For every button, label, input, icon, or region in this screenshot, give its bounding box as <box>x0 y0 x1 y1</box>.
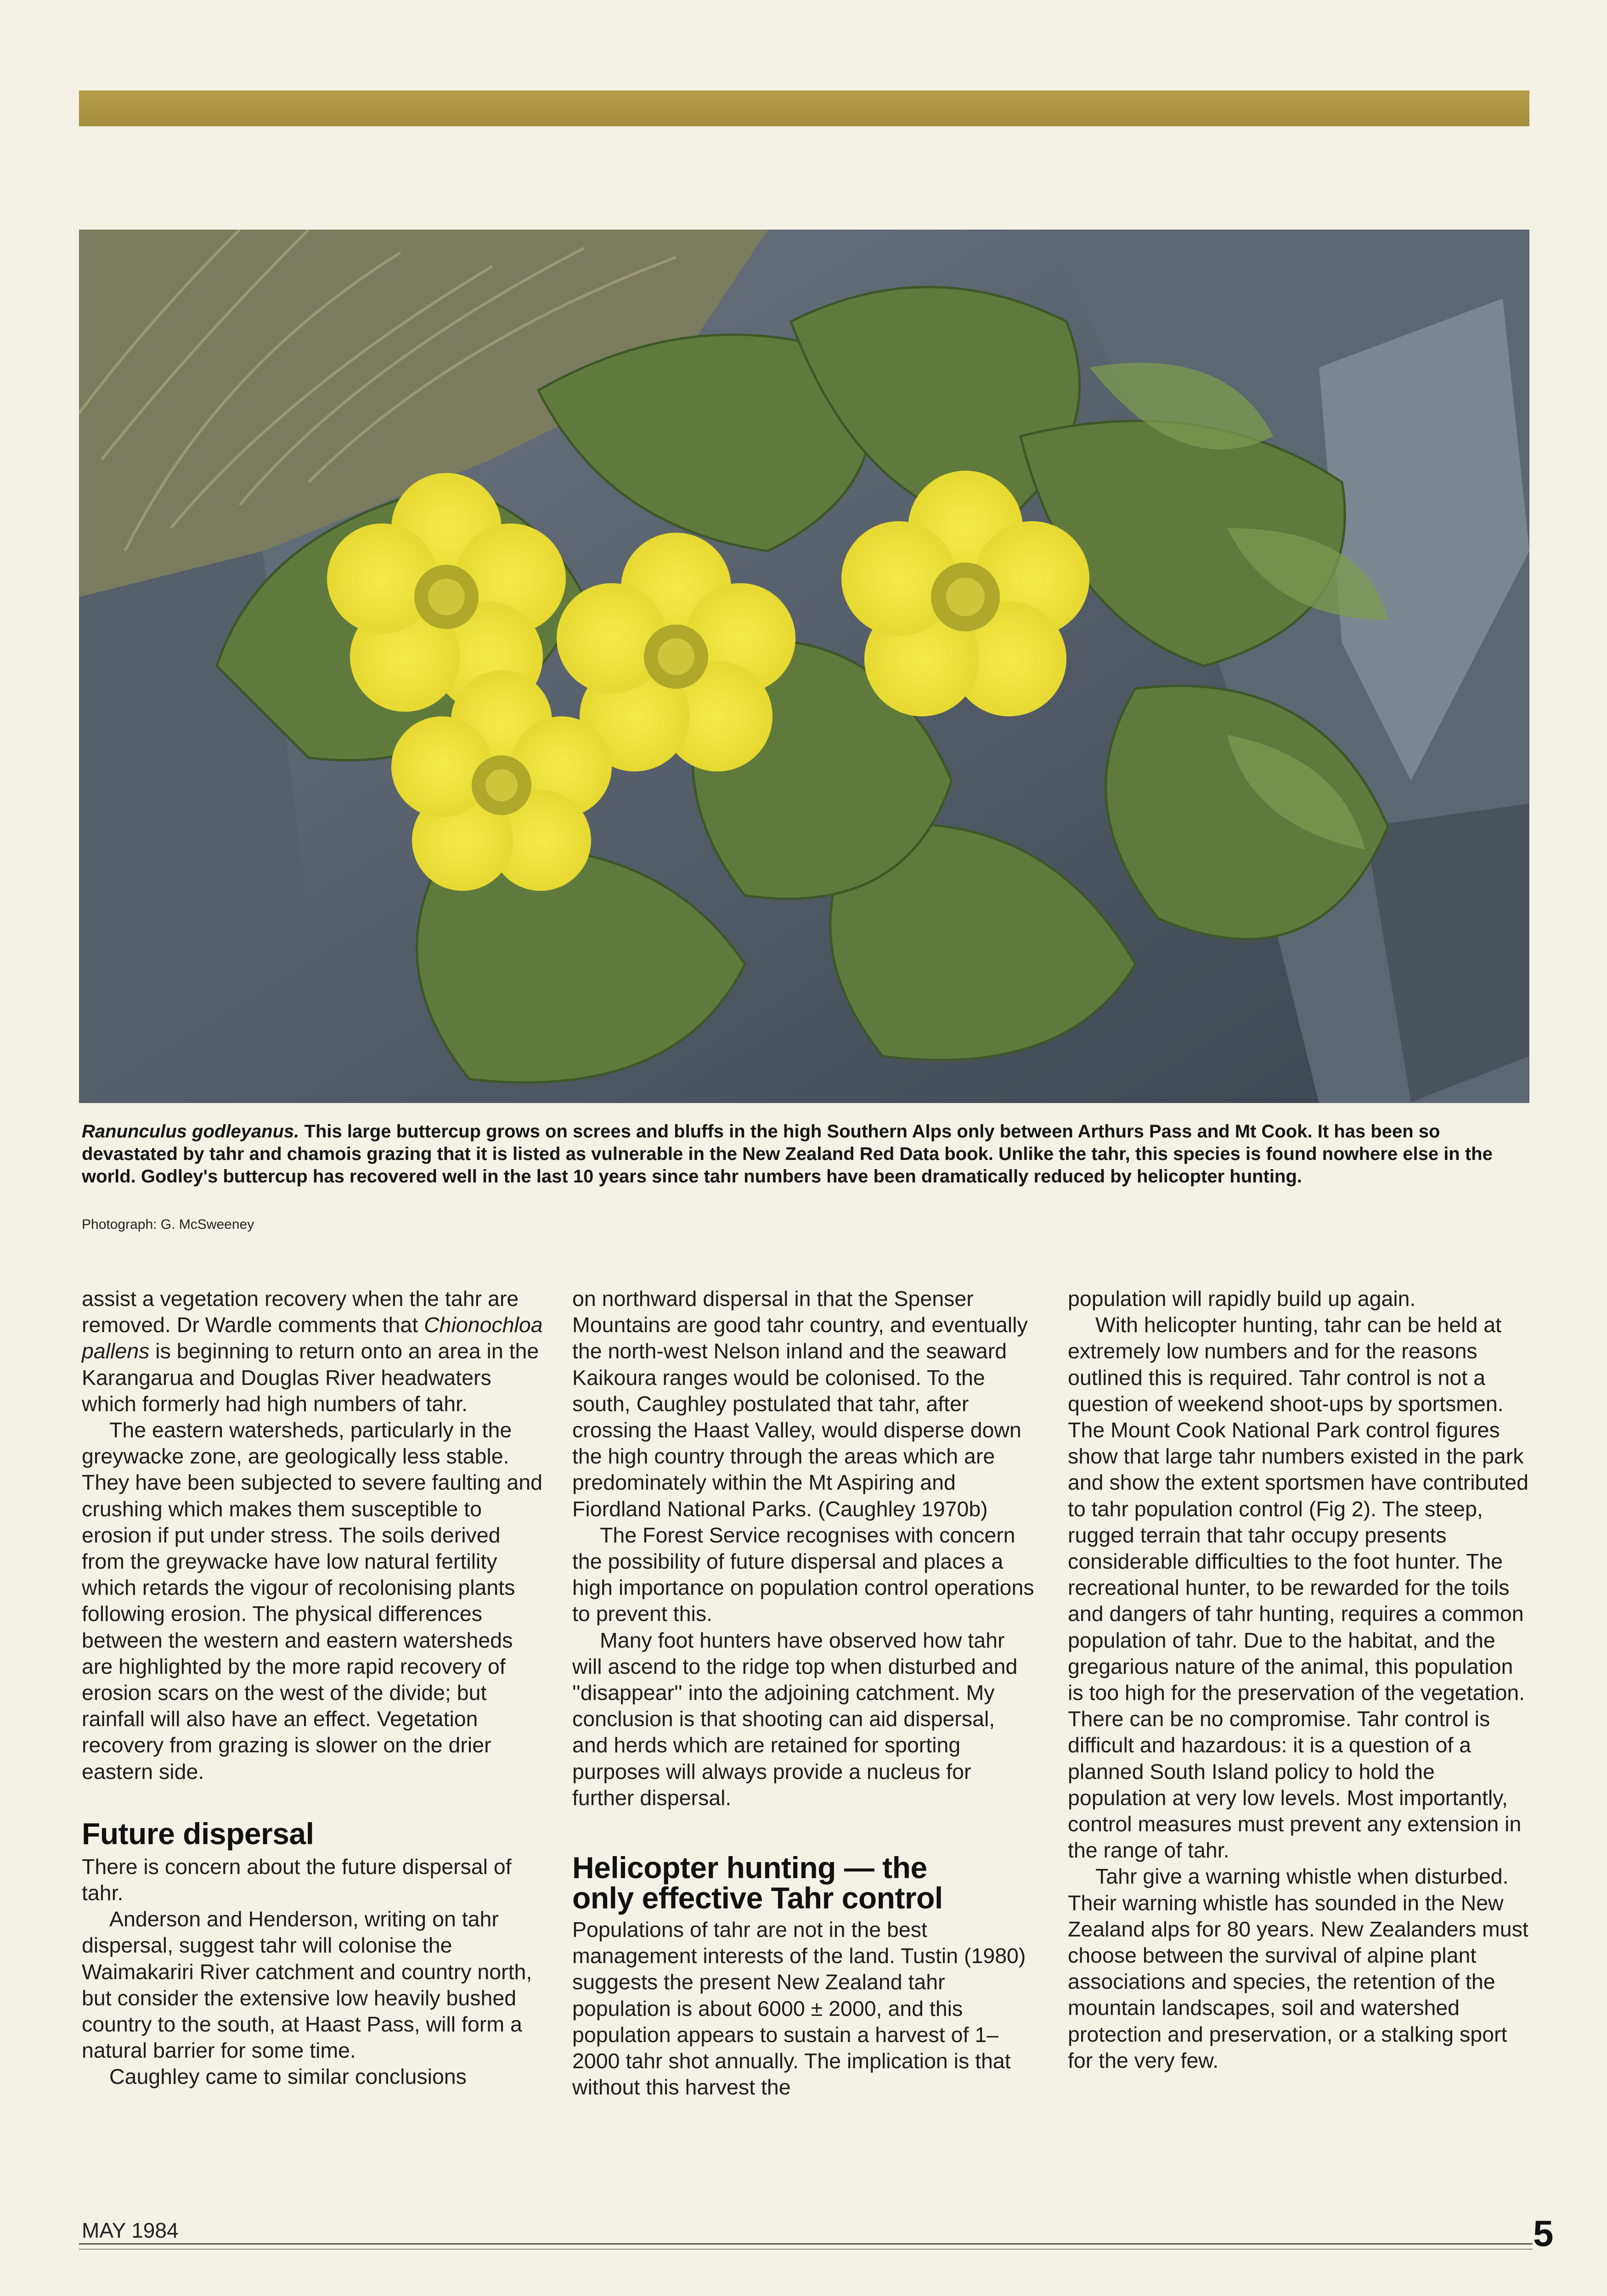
caption-text: This large buttercup grows on screes and bluffs in the high Southern Alps only between Arthurs Pass and Mt Cook. It has been so devastated by tahr and chamois grazing that it is listed as vulnerable in the New Zealand Red Data book. Unlike the tahr, this species is found nowhere else in the world. Godley's buttercup has recovered well in the last 10 years since tahr numbers have been dramatically reduced by helicopter hunting. <box>82 1121 1493 1187</box>
col1-paragraph-3: There is concern about the future dispersal of tahr. <box>82 1854 512 1905</box>
photo-credit: Photograph: G. McSweeney <box>82 1217 254 1232</box>
buttercup-photo <box>79 230 1529 1103</box>
heading-future-dispersal: Future dispersal <box>82 1816 314 1851</box>
column-3 <box>1068 1286 1532 2074</box>
page-number: 5 <box>1533 2213 1554 2254</box>
col2-paragraph-4: Populations of tahr are not in the best management interests of the land. Tustin (1980) suggests the present New Zealand tahr population is about 6000 ± 2000, and this population appears to sustain a harvest of 1–2000 tahr shot annually. The implication is that without this harvest the <box>572 1918 1026 2099</box>
column-1 <box>82 1286 546 2090</box>
footer-rule-secondary <box>79 2249 1533 2250</box>
heading-helicopter-hunting: Helicopter hunting — the only effective Tahr control <box>572 1851 943 1915</box>
photo-caption <box>82 1120 1528 1188</box>
col1-paragraph-5: Caughley came to similar conclusions <box>109 2065 467 2089</box>
column-2 <box>572 1286 1036 2100</box>
footer-rule <box>79 2243 1533 2245</box>
col3-paragraph-2: With helicopter hunting, tahr can be held at extremely low numbers and for the reasons outlined this is required. Tahr control is not a question of weekend shoot-ups by sportsmen. The Mount Cook National Park control figures show that large tahr numbers existed in the park and show the extent sportsmen have contributed to tahr population control (Fig 2). The steep, rugged terrain that tahr occupy presents considerable difficulties to the foot hunter. The recreational hunter, to be rewarded for the toils and dangers of tahr hunting, requires a common population of tahr. Due to the habitat, and the gregarious nature of the animal, this population is too high for the preservation of the vegetation. There can be no compromise. Tahr control is difficult and hazardous: it is a question of a planned South Island policy to hold the population at very low levels. Most importantly, control measures must prevent any extension in the range of tahr. <box>1068 1313 1528 1863</box>
col2-paragraph-2: The Forest Service recognises with concern the possibility of future dispersal and places a high importance on population control operations to prevent this. <box>572 1523 1034 1626</box>
col2-paragraph-3: Many foot hunters have observed how tahr will ascend to the ridge top when disturbed and ''disappear'' into the adjoining catchment. My conclusion is that shooting can aid dispersal, and herds which are retained for sporting purposes will always provide a nucleus for further dispersal. <box>572 1628 1018 1810</box>
header-color-band <box>79 90 1529 126</box>
col3-paragraph-1: population will rapidly build up again. <box>1068 1287 1416 1311</box>
footer-date: MAY 1984 <box>82 2218 183 2243</box>
col1-paragraph-1: assist a vegetation recovery when the tahr are removed. Dr Wardle comments that Chionochloa pallens is beginning to return onto an area in the Karangarua and Douglas River headwaters which formerly had high numbers of tahr. <box>82 1287 543 1416</box>
caption-species-name: Ranunculus godleyanus. <box>82 1121 299 1142</box>
col1-paragraph-2: The eastern watersheds, particularly in the greywacke zone, are geologically less stable. They have been subjected to severe faulting and crushing which makes them susceptible to erosion if put under stress. The soils derived from the greywacke have low natural fertility which retards the vigour of recolonising plants following erosion. The physical differences between the western and eastern watersheds are highlighted by the more rapid recovery of erosion scars on the west of the divide; but rainfall will also have an effect. Vegetation recovery from grazing is slower on the drier eastern side. <box>82 1418 543 1784</box>
species-italic: Chionochloa pallens <box>82 1313 543 1363</box>
col2-paragraph-1: on northward dispersal in that the Spenser Mountains are good tahr country, and eventually the north-west Nelson inland and the seaward Kaikoura ranges would be colonised. To the south, Caughley postulated that tahr, after crossing the Haast Valley, would disperse down the high country through the areas which are predominately within the Mt Aspiring and Fiordland National Parks. (Caughley 1970b) <box>572 1287 1028 1521</box>
col1-paragraph-4: Anderson and Henderson, writing on tahr dispersal, suggest tahr will colonise the Waimakariri River catchment and country north, but consider the extensive low heavily bushed country to the south, at Haast Pass, will form a natural barrier for some time. <box>82 1907 532 2063</box>
col3-paragraph-3: Tahr give a warning whistle when disturbed. Their warning whistle has sounded in the New Zealand alps for 80 years. New Zealanders must choose between the survival of alpine plant associations and species, the retention of the mountain landscapes, soil and watershed protection and preservation, or a stalking sport for the very few. <box>1068 1864 1528 2072</box>
